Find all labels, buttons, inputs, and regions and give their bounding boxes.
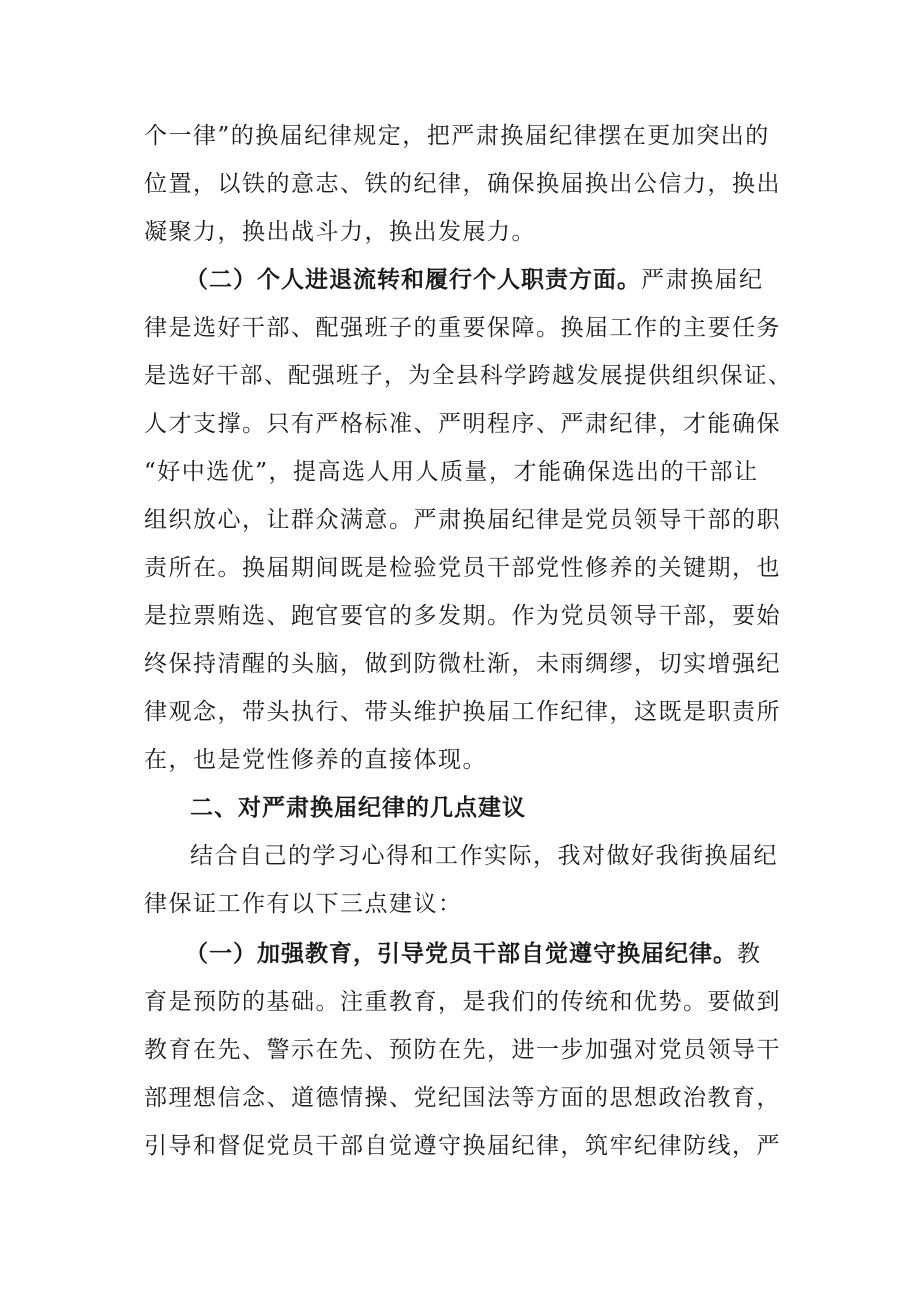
text-line: 在，也是党性修养的直接体现。 (144, 747, 487, 773)
text-line: 引导和督促党员干部自觉遵守换届纪律，筑牢纪律防线，严 (144, 1133, 781, 1159)
text-line: 人才支撑。只有严格标准、严明程序、严肃纪律，才能确保 (144, 411, 781, 437)
text-line: “好中选优”，提高选人用人质量，才能确保选出的干部让 (144, 459, 759, 485)
subheading-1 (185, 934, 794, 974)
text-line: 位置，以铁的意志、铁的纪律，确保换届换出公信力，换出 (144, 171, 781, 197)
text-line: 育是预防的基础。注重教育，是我们的传统和优势。要做到 (144, 989, 781, 1015)
subheading-2 (185, 260, 794, 300)
text-line: 教育在先、警示在先、预防在先，进一步加强对党员领导干 (144, 1037, 781, 1063)
text-line: 个一律”的换届纪律规定，把严肃换届纪律摆在更加突出的 (144, 123, 770, 149)
text-line: 凝聚力，换出战斗力，换出发展力。 (144, 219, 536, 245)
section-heading: 二、对严肃换届纪律的几点建议 (190, 795, 526, 821)
text-line: 终保持清醒的头脑，做到防微杜渐，未雨绸缪，切实增强纪 (144, 651, 781, 677)
subheading-1-text: 教 (737, 941, 762, 967)
subheading-2-title: （二）个人进退流转和履行个人职责方面。 (185, 267, 641, 293)
text-line: 律是选好干部、配强班子的重要保障。换届工作的主要任务 (144, 315, 781, 341)
text-line: 是拉票贿选、跑官要官的多发期。作为党员领导干部，要始 (144, 603, 781, 629)
text-line: 责所在。换届期间既是检验党员干部党性修养的关键期，也 (144, 555, 781, 581)
text-line: 律观念，带头执行、带头维护换届工作纪律，这既是职责所 (144, 699, 781, 725)
text-line: 律保证工作有以下三点建议： (144, 891, 463, 917)
text-line: 部理想信念、道德情操、党纪国法等方面的思想政治教育， (144, 1085, 781, 1111)
text-line: 是选好干部、配强班子，为全县科学跨越发展提供组织保证、 (144, 363, 793, 389)
text-line: 结合自己的学习心得和工作实际，我对做好我街换届纪 (190, 843, 778, 869)
subheading-1-title: （一）加强教育，引导党员干部自觉遵守换届纪律。 (185, 941, 737, 967)
subheading-2-text: 严肃换届纪 (641, 267, 764, 293)
text-line: 组织放心，让群众满意。严肃换届纪律是党员领导干部的职 (144, 507, 781, 533)
